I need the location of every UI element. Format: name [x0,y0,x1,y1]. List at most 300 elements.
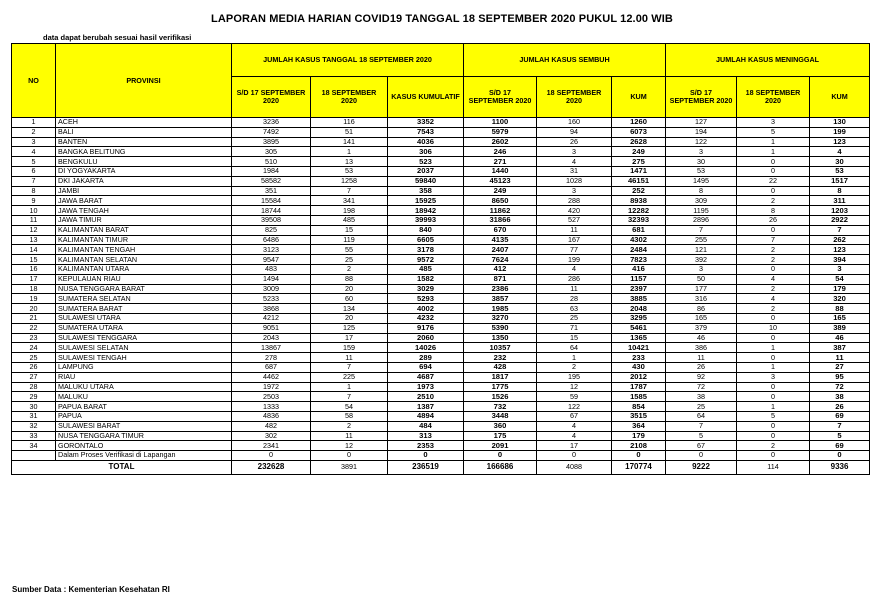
cell-kasus-kumulatif: 2353 [388,441,464,451]
cell-kasus-tgl18: 54 [311,402,388,412]
header-kasus-tgl18: 18 SEPTEMBER 2020 [311,77,388,118]
cell-meninggal-kum: 53 [810,166,870,176]
cell-meninggal-tgl18: 0 [737,225,810,235]
cell-kasus-kumulatif: 2037 [388,166,464,176]
cell-kasus-kumulatif: 306 [388,147,464,157]
header-meninggal-tgl18: 18 SEPTEMBER 2020 [737,77,810,118]
cell-sembuh-tgl18: 286 [537,274,612,284]
cell-sembuh-kum: 2108 [612,441,666,451]
cell-meninggal-sd17: 7 [666,225,737,235]
cell-no: 11 [12,215,56,225]
cell-kasus-kumulatif: 1387 [388,402,464,412]
table-row [12,402,870,412]
cell-kasus-tgl18: 7 [311,362,388,372]
cell-meninggal-sd17: 26 [666,362,737,372]
cell-kasus-sd17: 3895 [232,137,311,147]
cell-sembuh-kum: 6073 [612,127,666,137]
cell-kasus-sd17: 39508 [232,215,311,225]
cell-kasus-kumulatif: 1582 [388,274,464,284]
cell-kasus-kumulatif: 4036 [388,137,464,147]
cell-sembuh-sd17: 1817 [464,372,537,382]
table-row [12,372,870,382]
table-row [12,127,870,137]
cell-sembuh-kum: 1787 [612,382,666,392]
cell-no: 9 [12,196,56,206]
cell-meninggal-sd17: 379 [666,323,737,333]
cell-meninggal-kum: 1203 [810,206,870,216]
cell-meninggal-kum: 95 [810,372,870,382]
cell-meninggal-sd17: 122 [666,137,737,147]
header-no: NO [12,44,56,118]
cell-meninggal-kum: 320 [810,294,870,304]
cell-provinsi: JAWA TIMUR [56,215,232,225]
cell-sembuh-kum: 2484 [612,245,666,255]
table-row [12,235,870,245]
cell-kasus-kumulatif: 5293 [388,294,464,304]
cell-kasus-kumulatif: 0 [388,451,464,461]
cell-kasus-tgl18: 116 [311,118,388,128]
cell-kasus-tgl18: 141 [311,137,388,147]
cell-meninggal-sd17: 30 [666,157,737,167]
cell-sembuh-tgl18: 4 [537,157,612,167]
cell-sembuh-tgl18: 1028 [537,176,612,186]
cell-sembuh-sd17: 2602 [464,137,537,147]
table-row [12,382,870,392]
cell-meninggal-sd17: 92 [666,372,737,382]
cell-meninggal-tgl18: 1 [737,402,810,412]
cell-sembuh-tgl18: 31 [537,166,612,176]
cell-provinsi: SUMATERA SELATAN [56,294,232,304]
cell-kasus-tgl18: 53 [311,166,388,176]
table-row [12,323,870,333]
cell-kasus-sd17: 3123 [232,245,311,255]
cell-kasus-kumulatif: 14026 [388,343,464,353]
cell-meninggal-sd17: 50 [666,274,737,284]
cell-meninggal-tgl18: 0 [737,186,810,196]
cell-kasus-kumulatif: 4894 [388,411,464,421]
cell-no: 30 [12,402,56,412]
cell-kasus-kumulatif: 3178 [388,245,464,255]
cell-meninggal-tgl18: 22 [737,176,810,186]
cell-provinsi: SUMATERA BARAT [56,304,232,314]
cell-sembuh-kum: 1471 [612,166,666,176]
cell-sembuh-tgl18: 3 [537,147,612,157]
cell-provinsi: SULAWESI TENGGARA [56,333,232,343]
cell-meninggal-kum: 30 [810,157,870,167]
cell-sembuh-sd17: 1775 [464,382,537,392]
cell-provinsi: SUMATERA UTARA [56,323,232,333]
cell-meninggal-tgl18: 2 [737,304,810,314]
cell-sembuh-tgl18: 0 [537,451,612,461]
cell-provinsi: BANTEN [56,137,232,147]
cell-kasus-tgl18: 55 [311,245,388,255]
cell-sembuh-kum: 2397 [612,284,666,294]
cell-kasus-tgl18: 485 [311,215,388,225]
cell-meninggal-kum: 394 [810,255,870,265]
cell-meninggal-tgl18: 0 [737,431,810,441]
cell-provinsi: NUSA TENGGARA TIMUR [56,431,232,441]
cell-sembuh-sd17: 249 [464,186,537,196]
cell-sembuh-kum: 7823 [612,255,666,265]
total-kasus-sd17: 232628 [232,460,311,474]
cell-meninggal-tgl18: 4 [737,274,810,284]
cell-sembuh-tgl18: 26 [537,137,612,147]
header-sembuh-tgl18: 18 SEPTEMBER 2020 [537,77,612,118]
cell-sembuh-tgl18: 63 [537,304,612,314]
cell-no: 19 [12,294,56,304]
cell-sembuh-sd17: 1350 [464,333,537,343]
cell-no: 16 [12,264,56,274]
cell-kasus-tgl18: 198 [311,206,388,216]
cell-sembuh-sd17: 360 [464,421,537,431]
cell-kasus-tgl18: 20 [311,284,388,294]
header-provinsi: PROVINSI [56,44,232,118]
total-kasus-kumulatif: 236519 [388,460,464,474]
cell-meninggal-tgl18: 5 [737,411,810,421]
cell-sembuh-tgl18: 64 [537,343,612,353]
cell-sembuh-tgl18: 17 [537,441,612,451]
cell-no: 21 [12,313,56,323]
cell-sembuh-kum: 2012 [612,372,666,382]
cell-kasus-sd17: 2341 [232,441,311,451]
cell-meninggal-sd17: 386 [666,343,737,353]
cell-provinsi: Dalam Proses Verifikasi di Lapangan [56,451,232,461]
cell-sembuh-tgl18: 12 [537,382,612,392]
cell-kasus-tgl18: 11 [311,431,388,441]
table-row [12,411,870,421]
cell-sembuh-kum: 2048 [612,304,666,314]
cell-kasus-sd17: 2043 [232,333,311,343]
total-row [12,460,870,474]
cell-no: 10 [12,206,56,216]
cell-sembuh-sd17: 2091 [464,441,537,451]
cell-meninggal-kum: 311 [810,196,870,206]
cell-sembuh-kum: 1157 [612,274,666,284]
cell-meninggal-sd17: 25 [666,402,737,412]
cell-sembuh-sd17: 45123 [464,176,537,186]
cell-kasus-tgl18: 1 [311,382,388,392]
cell-meninggal-kum: 0 [810,451,870,461]
cell-sembuh-sd17: 1440 [464,166,537,176]
cell-kasus-sd17: 4836 [232,411,311,421]
total-meninggal-tgl18: 114 [737,460,810,474]
cell-provinsi: PAPUA BARAT [56,402,232,412]
cell-no: 32 [12,421,56,431]
cell-meninggal-tgl18: 0 [737,382,810,392]
table-body [12,118,870,475]
cell-sembuh-tgl18: 1 [537,353,612,363]
cell-no: 4 [12,147,56,157]
cell-sembuh-kum: 5461 [612,323,666,333]
total-sembuh-tgl18: 4088 [537,460,612,474]
cell-no: 5 [12,157,56,167]
cell-meninggal-kum: 2922 [810,215,870,225]
table-row [12,255,870,265]
cell-provinsi: DI YOGYAKARTA [56,166,232,176]
cell-meninggal-tgl18: 2 [737,441,810,451]
cell-kasus-sd17: 510 [232,157,311,167]
cell-sembuh-tgl18: 3 [537,186,612,196]
cell-no: 23 [12,333,56,343]
cell-sembuh-sd17: 10357 [464,343,537,353]
cell-sembuh-sd17: 232 [464,353,537,363]
cell-sembuh-tgl18: 288 [537,196,612,206]
cell-meninggal-kum: 5 [810,431,870,441]
cell-sembuh-sd17: 3448 [464,411,537,421]
cell-provinsi: DKI JAKARTA [56,176,232,186]
cell-sembuh-sd17: 1526 [464,392,537,402]
cell-sembuh-tgl18: 527 [537,215,612,225]
cell-kasus-sd17: 6486 [232,235,311,245]
cell-no: 20 [12,304,56,314]
total-meninggal-sd17: 9222 [666,460,737,474]
cell-kasus-tgl18: 225 [311,372,388,382]
cell-provinsi: JAWA TENGAH [56,206,232,216]
header-kasus-sd17: S/D 17 SEPTEMBER 2020 [232,77,311,118]
cell-kasus-kumulatif: 59840 [388,176,464,186]
cell-kasus-kumulatif: 4002 [388,304,464,314]
cell-kasus-sd17: 7492 [232,127,311,137]
cell-sembuh-tgl18: 11 [537,284,612,294]
cell-sembuh-kum: 233 [612,353,666,363]
total-sembuh-kum: 170774 [612,460,666,474]
cell-meninggal-sd17: 177 [666,284,737,294]
cell-meninggal-sd17: 309 [666,196,737,206]
table-row [12,333,870,343]
cell-kasus-sd17: 1984 [232,166,311,176]
cell-meninggal-kum: 262 [810,235,870,245]
cell-meninggal-sd17: 1495 [666,176,737,186]
cell-provinsi: LAMPUNG [56,362,232,372]
cell-sembuh-sd17: 31866 [464,215,537,225]
cell-sembuh-kum: 4302 [612,235,666,245]
table-row [12,274,870,284]
cell-sembuh-kum: 2628 [612,137,666,147]
cell-meninggal-tgl18: 0 [737,451,810,461]
cell-kasus-tgl18: 2 [311,264,388,274]
cell-meninggal-kum: 130 [810,118,870,128]
cell-meninggal-kum: 123 [810,137,870,147]
cell-meninggal-sd17: 38 [666,392,737,402]
cell-meninggal-sd17: 5 [666,431,737,441]
cell-kasus-tgl18: 0 [311,451,388,461]
cell-meninggal-tgl18: 0 [737,313,810,323]
cell-sembuh-sd17: 7624 [464,255,537,265]
cell-no: 2 [12,127,56,137]
cell-kasus-tgl18: 2 [311,421,388,431]
cell-provinsi: RIAU [56,372,232,382]
cell-meninggal-sd17: 7 [666,421,737,431]
cell-provinsi: BANGKA BELITUNG [56,147,232,157]
cell-provinsi: ACEH [56,118,232,128]
cell-kasus-kumulatif: 39993 [388,215,464,225]
cell-meninggal-tgl18: 1 [737,137,810,147]
cell-kasus-tgl18: 88 [311,274,388,284]
cell-no: 25 [12,353,56,363]
table-row [12,313,870,323]
cell-no: 3 [12,137,56,147]
cell-meninggal-tgl18: 3 [737,372,810,382]
header-group-meninggal: JUMLAH KASUS MENINGGAL [666,44,870,77]
cell-meninggal-kum: 179 [810,284,870,294]
cell-provinsi: KALIMANTAN TIMUR [56,235,232,245]
cell-meninggal-tgl18: 0 [737,392,810,402]
table-row [12,441,870,451]
table-row [12,215,870,225]
cell-sembuh-sd17: 0 [464,451,537,461]
table-row [12,176,870,186]
cell-meninggal-sd17: 3 [666,264,737,274]
cell-kasus-sd17: 687 [232,362,311,372]
cell-meninggal-tgl18: 0 [737,353,810,363]
cell-sembuh-kum: 364 [612,421,666,431]
cell-sembuh-tgl18: 71 [537,323,612,333]
cell-kasus-sd17: 3868 [232,304,311,314]
cell-meninggal-kum: 387 [810,343,870,353]
cell-meninggal-kum: 123 [810,245,870,255]
cell-meninggal-sd17: 0 [666,451,737,461]
cell-provinsi: MALUKU UTARA [56,382,232,392]
cell-meninggal-sd17: 3 [666,147,737,157]
cell-kasus-tgl18: 119 [311,235,388,245]
cell-kasus-sd17: 9051 [232,323,311,333]
cell-no: 22 [12,323,56,333]
covid-report-table [11,43,870,475]
cell-meninggal-sd17: 67 [666,441,737,451]
cell-kasus-kumulatif: 3029 [388,284,464,294]
cell-kasus-kumulatif: 9572 [388,255,464,265]
cell-kasus-tgl18: 12 [311,441,388,451]
cell-provinsi: SULAWESI BARAT [56,421,232,431]
cell-sembuh-kum: 32393 [612,215,666,225]
table-row [12,118,870,128]
total-label: TOTAL [12,460,232,474]
header-group-kasus: JUMLAH KASUS TANGGAL 18 SEPTEMBER 2020 [232,44,464,77]
cell-sembuh-tgl18: 77 [537,245,612,255]
cell-sembuh-tgl18: 4 [537,431,612,441]
cell-meninggal-tgl18: 10 [737,323,810,333]
table-row [12,157,870,167]
total-sembuh-sd17: 166686 [464,460,537,474]
cell-meninggal-sd17: 255 [666,235,737,245]
table-row [12,343,870,353]
cell-kasus-kumulatif: 6605 [388,235,464,245]
cell-no: 28 [12,382,56,392]
cell-no: 15 [12,255,56,265]
cell-kasus-sd17: 825 [232,225,311,235]
cell-sembuh-sd17: 670 [464,225,537,235]
cell-kasus-kumulatif: 15925 [388,196,464,206]
cell-meninggal-kum: 27 [810,362,870,372]
cell-sembuh-sd17: 1100 [464,118,537,128]
cell-meninggal-kum: 72 [810,382,870,392]
cell-kasus-sd17: 5233 [232,294,311,304]
cell-no: 13 [12,235,56,245]
cell-meninggal-kum: 7 [810,421,870,431]
cell-kasus-tgl18: 13 [311,157,388,167]
cell-meninggal-sd17: 86 [666,304,737,314]
cell-kasus-kumulatif: 18942 [388,206,464,216]
cell-kasus-kumulatif: 4232 [388,313,464,323]
cell-kasus-tgl18: 1 [311,147,388,157]
cell-meninggal-tgl18: 1 [737,147,810,157]
cell-no: 18 [12,284,56,294]
cell-kasus-tgl18: 1258 [311,176,388,186]
cell-sembuh-kum: 1585 [612,392,666,402]
cell-provinsi: GORONTALO [56,441,232,451]
cell-sembuh-tgl18: 11 [537,225,612,235]
cell-no: 26 [12,362,56,372]
cell-kasus-kumulatif: 2060 [388,333,464,343]
cell-sembuh-sd17: 11862 [464,206,537,216]
cell-provinsi: KALIMANTAN UTARA [56,264,232,274]
cell-meninggal-sd17: 1195 [666,206,737,216]
cell-kasus-sd17: 305 [232,147,311,157]
table-row [12,284,870,294]
cell-sembuh-sd17: 412 [464,264,537,274]
cell-provinsi: JAMBI [56,186,232,196]
cell-sembuh-sd17: 175 [464,431,537,441]
cell-meninggal-kum: 7 [810,225,870,235]
table-row [12,186,870,196]
header-group-sembuh: JUMLAH KASUS SEMBUH [464,44,666,77]
cell-sembuh-kum: 416 [612,264,666,274]
cell-sembuh-tgl18: 94 [537,127,612,137]
cell-kasus-tgl18: 134 [311,304,388,314]
table-row [12,431,870,441]
cell-no: 8 [12,186,56,196]
cell-no: 27 [12,372,56,382]
verification-note: data dapat berubah sesuai hasil verifikasi [43,33,192,42]
cell-no: 34 [12,441,56,451]
table-row [12,147,870,157]
cell-kasus-sd17: 13867 [232,343,311,353]
cell-meninggal-sd17: 8 [666,186,737,196]
cell-meninggal-kum: 4 [810,147,870,157]
cell-kasus-sd17: 2503 [232,392,311,402]
cell-sembuh-tgl18: 67 [537,411,612,421]
cell-meninggal-sd17: 72 [666,382,737,392]
cell-meninggal-sd17: 2896 [666,215,737,225]
cell-kasus-sd17: 18744 [232,206,311,216]
cell-sembuh-sd17: 2407 [464,245,537,255]
cell-kasus-tgl18: 17 [311,333,388,343]
cell-no [12,451,56,461]
table-row [12,264,870,274]
table-row [12,362,870,372]
cell-no: 7 [12,176,56,186]
cell-sembuh-sd17: 2386 [464,284,537,294]
cell-meninggal-tgl18: 1 [737,362,810,372]
cell-meninggal-tgl18: 0 [737,421,810,431]
cell-sembuh-sd17: 732 [464,402,537,412]
cell-meninggal-tgl18: 0 [737,157,810,167]
cell-meninggal-tgl18: 26 [737,215,810,225]
cell-provinsi: BENGKULU [56,157,232,167]
cell-sembuh-tgl18: 4 [537,264,612,274]
cell-sembuh-kum: 681 [612,225,666,235]
table-row [12,353,870,363]
cell-meninggal-sd17: 46 [666,333,737,343]
cell-sembuh-tgl18: 28 [537,294,612,304]
cell-kasus-tgl18: 159 [311,343,388,353]
cell-no: 12 [12,225,56,235]
cell-sembuh-tgl18: 160 [537,118,612,128]
cell-provinsi: KALIMANTAN SELATAN [56,255,232,265]
cell-provinsi: PAPUA [56,411,232,421]
cell-meninggal-sd17: 194 [666,127,737,137]
cell-sembuh-kum: 8938 [612,196,666,206]
